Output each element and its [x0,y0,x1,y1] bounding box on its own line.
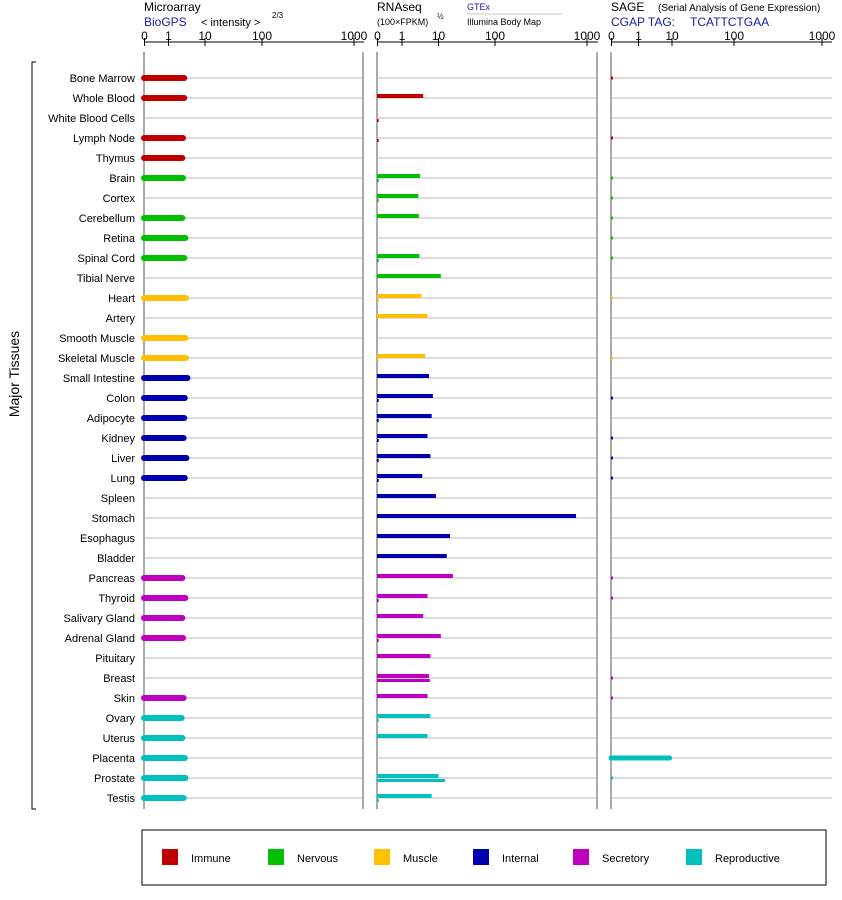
tissue-bracket [32,62,36,809]
bar-rnaseq-gtex [377,394,433,398]
bar-sage [611,237,613,240]
bar-rnaseq-gtex [377,614,423,618]
tissue-label: Thyroid [98,593,135,605]
bar-rnaseq-gtex [377,274,441,278]
y-axis-title: Major Tissues [6,330,22,418]
bar-rnaseq-gtex [377,454,430,458]
bar-sage [611,437,613,440]
tissue-label: Adipocyte [86,413,135,425]
tissue-label: Ovary [105,713,135,725]
tissue-label: White Blood Cells [48,113,135,125]
bar-rnaseq-gtex [377,254,419,258]
tissue-label: Cerebellum [78,213,135,225]
bar-rnaseq-ibm [377,639,379,642]
tissue-label: Cortex [102,193,135,205]
rnaseq-unit: (100×FPKM) [377,17,429,27]
microarray-source: BioGPS [144,15,187,29]
bar-sage [611,397,613,400]
tick-label: 100 [723,29,745,43]
bar-rnaseq-ibm [377,179,379,182]
tick-label: 10 [665,29,679,43]
bar-sage [611,177,613,180]
tissue-label: Uterus [102,733,135,745]
bar-rnaseq-gtex [377,794,432,798]
bar-rnaseq-ibm [377,599,379,602]
bar-sage [611,137,613,140]
tick-label: 1 [635,29,642,43]
bar-sage [611,697,613,700]
bar-rnaseq-ibm [377,459,379,462]
legend-label-secretory: Secretory [602,853,650,865]
bar-rnaseq-gtex [377,294,421,298]
bar-rnaseq-ibm [377,119,379,122]
legend-swatch-secretory [573,849,589,865]
bar-sage [611,217,613,220]
legend-label-internal: Internal [502,853,539,865]
bar-rnaseq-gtex [377,534,450,538]
bar-rnaseq-gtex [377,314,428,318]
tissue-label: Esophagus [79,533,135,545]
sage-tag-label: CGAP TAG: [611,15,676,29]
bar-sage [611,577,613,580]
tick-label: 1000 [573,29,601,43]
bar-rnaseq-gtex [377,494,436,498]
bar-rnaseq-gtex [377,474,422,478]
bar-rnaseq-gtex [377,654,430,658]
bar-rnaseq-gtex [377,714,430,718]
legend-label-muscle: Muscle [403,853,438,865]
tissue-label: Retina [103,233,135,245]
legend-items [162,849,780,865]
microarray-unit-exponent: 2/3 [272,11,284,20]
tissue-label: Testis [106,793,135,805]
bar-sage [611,197,613,200]
tick-label: 1000 [808,29,836,43]
bar-rnaseq-gtex [377,174,420,178]
tissue-label: Liver [111,453,135,465]
rnaseq-unit-exponent: ½ [437,12,444,21]
legend-label-reproductive: Reproductive [715,853,780,865]
tissue-label: Spleen [100,493,135,505]
bar-sage [611,777,613,780]
bar-rnaseq-gtex [377,554,447,558]
tick-label: 100 [484,29,506,43]
bar-rnaseq-ibm [377,779,445,782]
tissue-label: Skin [113,693,135,705]
rnaseq-source-gtex: GTEx [467,2,491,12]
bar-rnaseq-ibm [377,719,379,722]
tissue-label: Breast [103,673,135,685]
legend-swatch-nervous [268,849,284,865]
bar-sage [611,677,613,680]
tissue-label: Stomach [91,513,135,525]
microarray-unit: < intensity > [201,17,261,29]
bar-sage [611,257,613,260]
tissue-label: Small Intestine [62,373,135,385]
bar-rnaseq-ibm [377,799,379,802]
legend-swatch-immune [162,849,178,865]
bar-rnaseq-ibm [377,419,379,422]
tick-label: 10 [431,29,446,43]
bar-sage [611,357,613,360]
legend-swatch-muscle [374,849,390,865]
bar-rnaseq-gtex [377,574,453,578]
bar-rnaseq-gtex [377,434,428,438]
tissue-label: Pituitary [95,653,135,665]
bar-rnaseq-gtex [377,514,576,518]
sage-title: SAGE [611,0,645,14]
tissue-label: Artery [105,313,135,325]
tick-label: 1000 [340,29,368,43]
tick-label: 1 [398,29,406,43]
bar-rnaseq-ibm [377,259,379,262]
sage-subtitle: (Serial Analysis of Gene Expression) [658,3,821,14]
tissue-label: Colon [106,393,135,405]
tissue-label: Placenta [92,753,135,765]
tissue-label: Lymph Node [73,133,135,145]
tissue-label: Salivary Gland [63,613,135,625]
legend-swatch-reproductive [686,849,702,865]
tissue-label: Prostate [94,773,135,785]
bar-sage [611,457,613,460]
legend-swatch-internal [473,849,489,865]
bar-rnaseq-gtex [377,694,428,698]
tick-label: 0 [141,29,148,43]
tissue-label: Smooth Muscle [59,333,135,345]
tissue-label: Brain [109,173,135,185]
tissue-label: Lung [110,473,135,485]
tissue-label: Bladder [97,553,135,565]
tissue-label: Adrenal Gland [64,633,135,645]
bar-rnaseq-gtex [377,374,429,378]
bar-sage [611,77,613,80]
bar-rnaseq-gtex [377,194,418,198]
legend-label-immune: Immune [191,853,231,865]
bar-rnaseq-gtex [377,594,428,598]
bar-rnaseq-ibm [377,439,379,442]
tissue-label: Pancreas [88,573,135,585]
legend-label-nervous: Nervous [297,853,338,865]
bar-rnaseq-gtex [377,214,419,218]
bar-rnaseq-gtex [377,414,432,418]
bar-rnaseq-gtex [377,94,423,98]
bar-rnaseq-ibm [377,139,379,142]
plot-area [48,29,835,809]
tissue-label: Spinal Cord [77,253,135,265]
sage-tag: TCATTCTGAA [690,15,770,29]
tick-label: 1 [165,29,172,43]
rnaseq-source-ibm: Illumina Body Map [467,17,542,27]
bar-sage [611,477,613,480]
bar-sage [611,597,613,600]
microarray-title: Microarray [144,0,201,14]
tick-label: 100 [251,29,273,43]
tissue-label: Tibial Nerve [76,273,135,285]
bar-rnaseq-gtex [377,634,441,638]
tissue-label: Thymus [95,153,135,165]
bar-rnaseq-ibm [377,679,430,682]
bar-rnaseq-ibm [377,359,379,362]
tissue-label: Bone Marrow [69,73,135,85]
bar-rnaseq-gtex [377,674,429,678]
tick-label: 0 [374,29,381,43]
bar-sage [611,297,613,300]
bar-rnaseq-gtex [377,354,425,358]
bar-rnaseq-gtex [377,734,428,738]
tick-label: 0 [608,29,615,43]
tissue-label: Heart [108,293,135,305]
bar-rnaseq-gtex [377,774,439,778]
bar-rnaseq-ibm [377,399,379,402]
tissue-label: Skeletal Muscle [57,353,135,365]
tick-label: 10 [198,29,212,43]
bar-rnaseq-ibm [377,299,379,302]
tissue-label: Kidney [101,433,135,445]
bar-rnaseq-ibm [377,479,379,482]
tissue-label: Whole Blood [72,93,135,105]
rnaseq-title: RNAseq [377,0,422,14]
bar-rnaseq-ibm [377,199,379,202]
